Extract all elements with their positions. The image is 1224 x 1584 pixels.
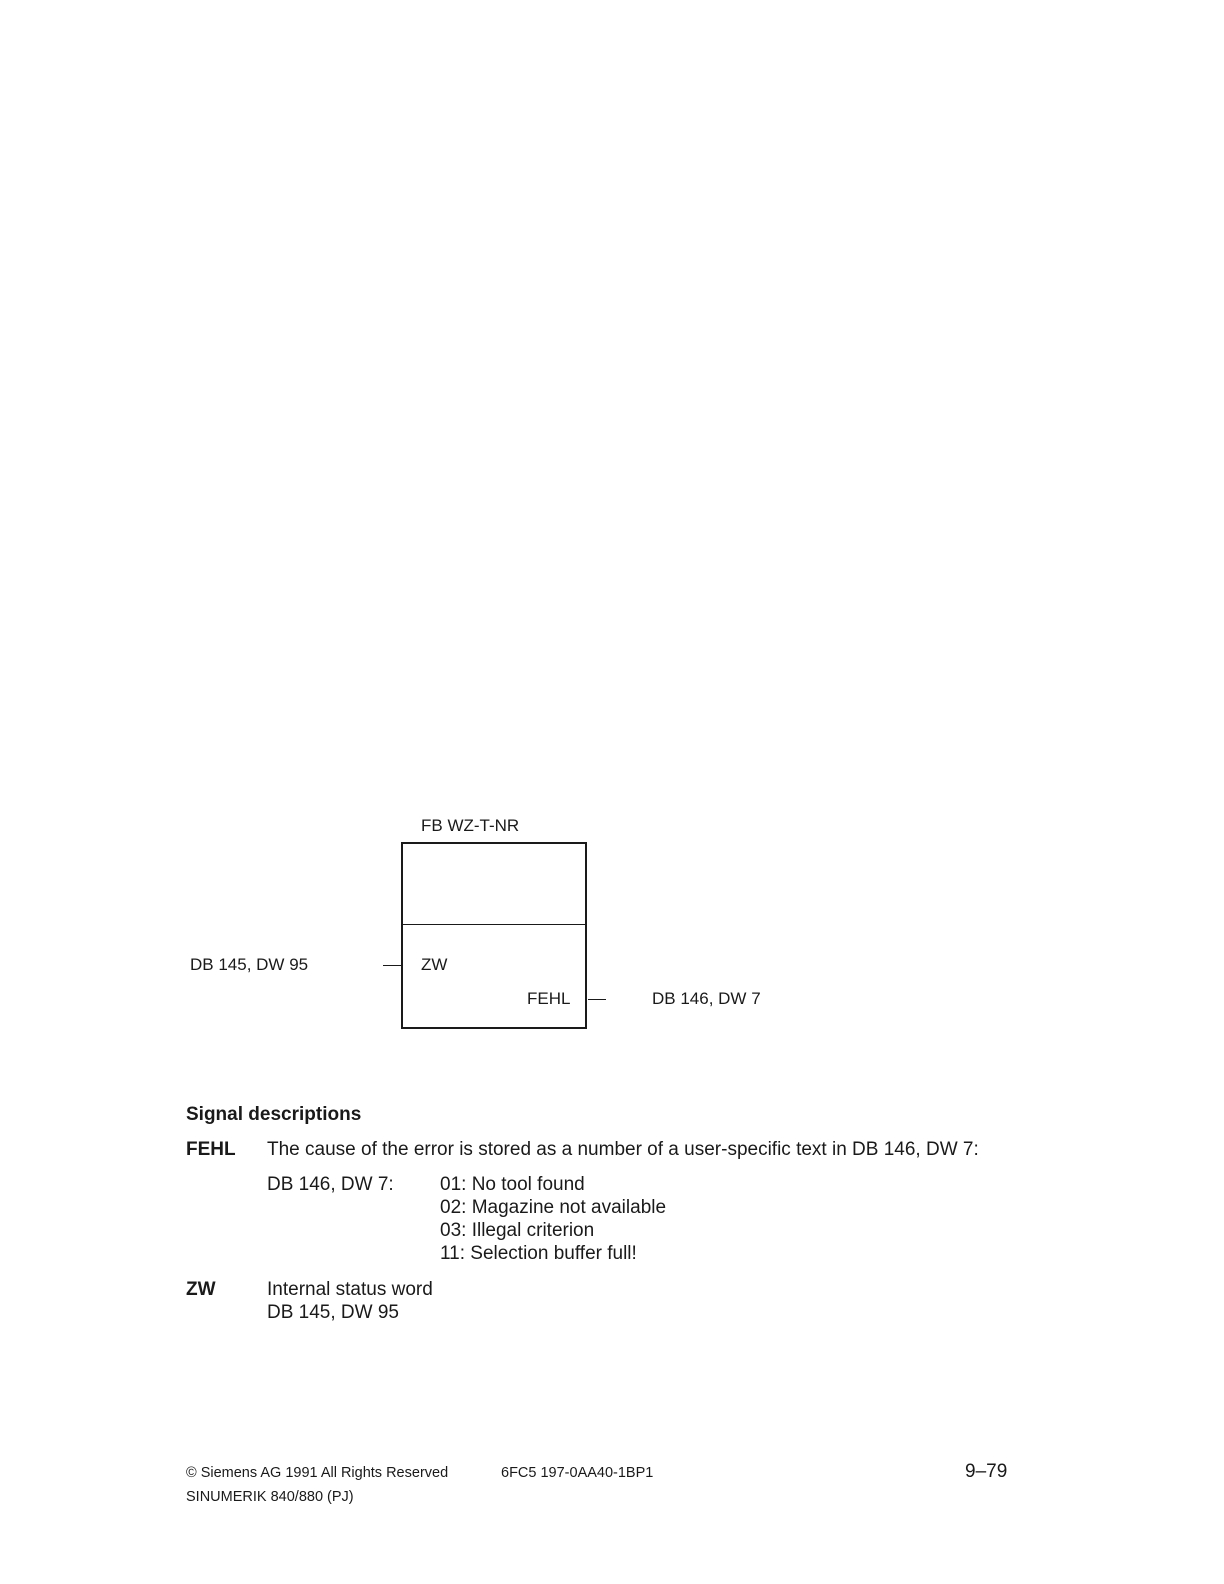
block-divider [403,924,585,925]
input-param: ZW [421,955,448,974]
output-connector [588,999,606,1000]
code-label: DB 146, DW 7: [267,1174,394,1195]
zw-line-2: DB 145, DW 95 [267,1302,399,1323]
signal-name-fehl: FEHL [186,1139,236,1160]
error-code-list [440,1173,666,1265]
error-code-item: 02: Magazine not available [440,1197,667,1218]
footer-copyright: © Siemens AG 1991 All Rights Reserved [186,1465,449,1481]
zw-line-1: Internal status word [267,1279,433,1300]
signal-description-zw [267,1278,433,1324]
footer-page-number: 9–79 [965,1461,1008,1482]
footer-order-number: 6FC5 197-0AA40-1BP1 [501,1465,654,1481]
input-label: DB 145, DW 95 [190,955,309,974]
error-code-item: 11: Selection buffer full! [440,1243,637,1264]
error-code-item: 03: Illegal criterion [440,1220,595,1241]
section-heading: Signal descriptions [186,1104,362,1125]
error-code-item: 01: No tool found [440,1174,585,1195]
block-title: FB WZ-T-NR [421,816,520,835]
signal-description-fehl: The cause of the error is stored as a number of a user-specific text in DB 146, DW 7: [267,1139,979,1160]
footer-product: SINUMERIK 840/880 (PJ) [186,1489,354,1505]
output-label: DB 146, DW 7 [652,989,761,1008]
output-param: FEHL [527,989,571,1008]
signal-name-zw: ZW [186,1279,216,1300]
input-connector [383,965,402,966]
